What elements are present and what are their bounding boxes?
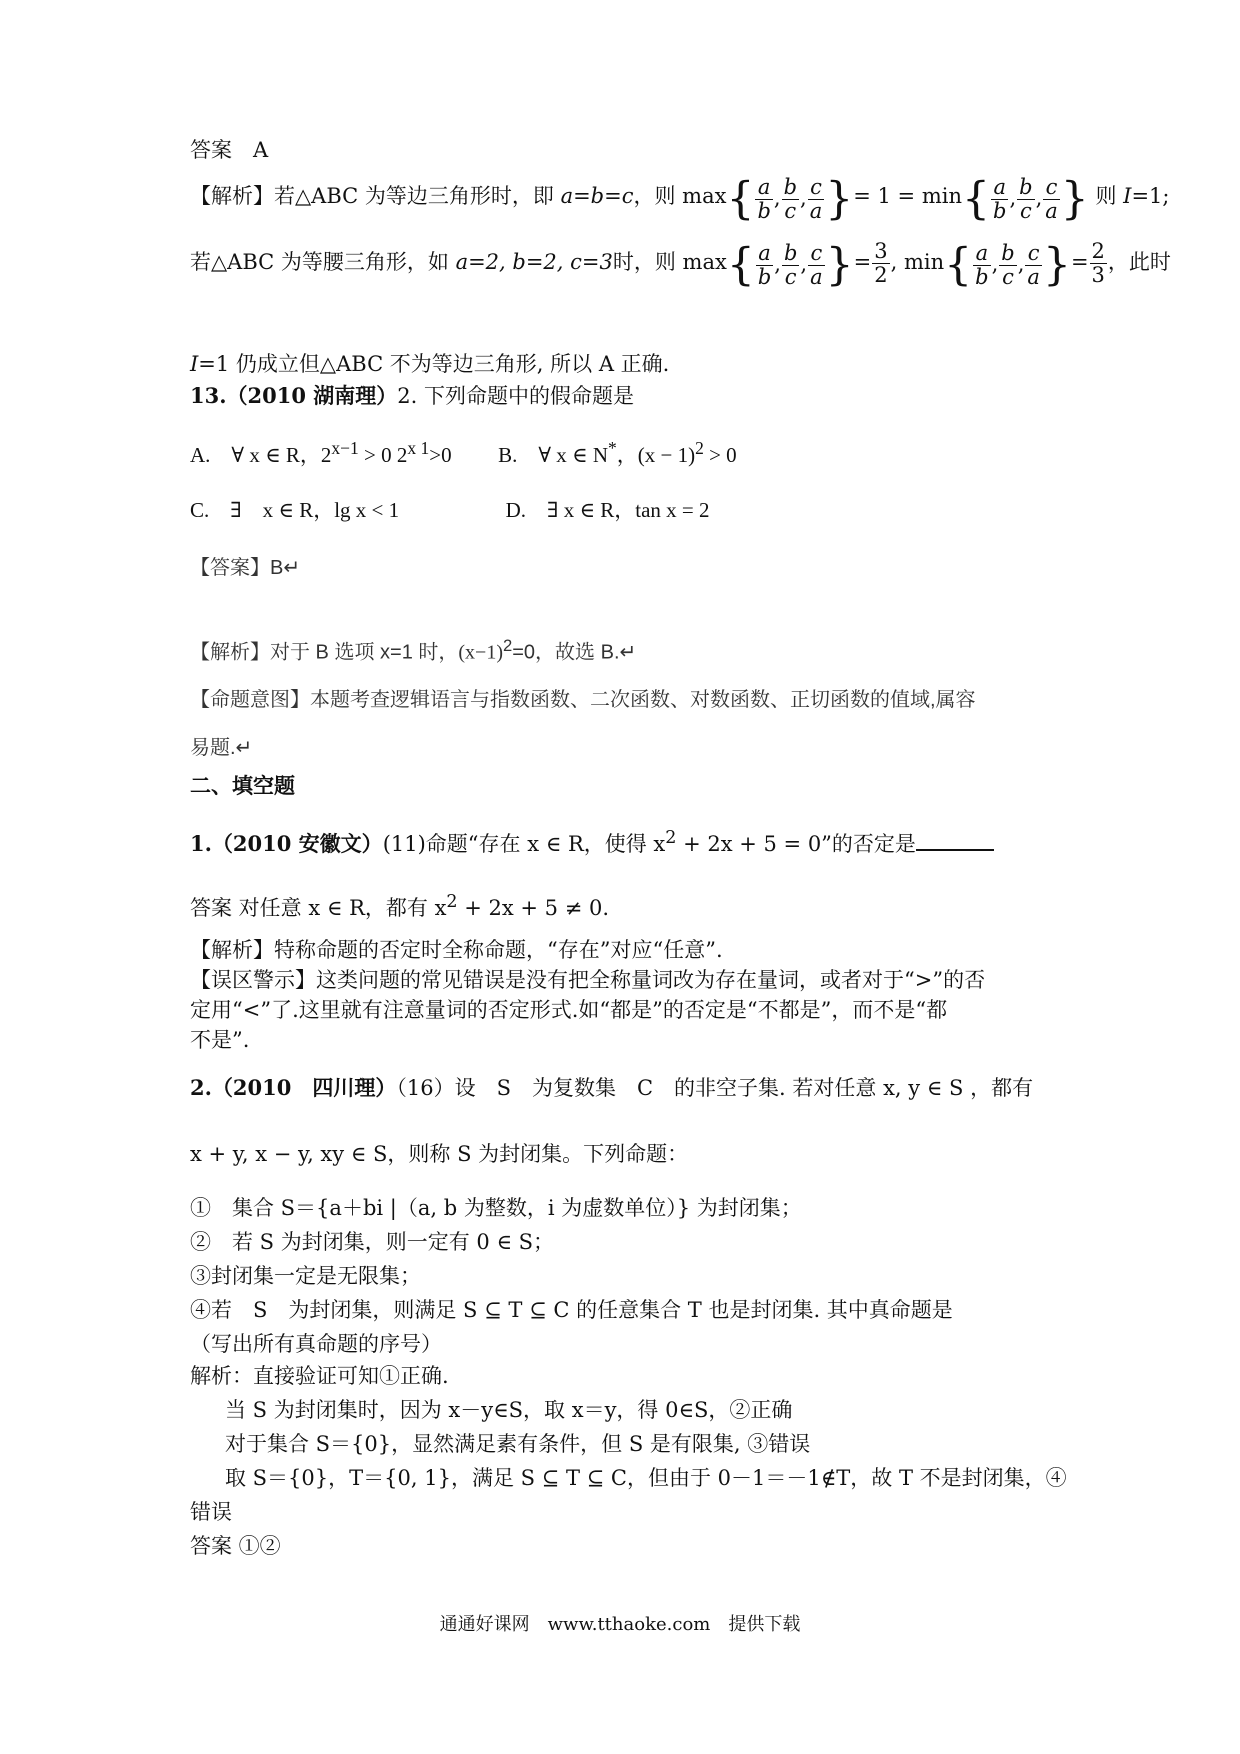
question-13-options-ab <box>190 434 737 469</box>
set-min-1: { $\frac{a}{b}$ , $\frac{b}{c}$ , $\frac{c}{a}$ } <box>961 173 1089 224</box>
analysis-isosceles: 若△ABC 为等腰三角形，如 a=2, b=2, c=3时，则 max{ $\frac{a}{b}$ , $\frac{b}{c}$ , $\frac{c}{a}$ }= $\frac{3}{2}$ , min{ $\frac{a}{b}$ , $\frac{b}{c}$ , $\frac{c}{a}$ }= $\frac{2}{3}$ ，此时 <box>190 234 1171 290</box>
question-13-heading: 13.（2010 湖南理）2. 下列命题中的假命题是 <box>190 383 635 408</box>
proposition-1: ① 集合 S＝{a＋bi |（a, b 为整数，i 为虚数单位）} 为封闭集； <box>190 1196 802 1220</box>
answer-line: 答案 A <box>190 138 269 162</box>
fill-question-1: 1.（2010 安徽文）(11)命题“存在 x ∈ R，使得 $x^2 + 2x + 5 = 0$”的否定是 <box>190 824 994 858</box>
solution-step-2: 当 S 为封闭集时，因为 x－y∈S，取 x＝y，得 0∈S，②正确 <box>225 1398 793 1422</box>
fill-question-1-analysis: 【解析】特称命题的否定时全称命题，“存在”对应“任意”. <box>190 938 723 962</box>
analysis-conclusion: I=1 仍成立但△ABC 不为等边三角形, 所以 A 正确. <box>190 352 670 376</box>
option-b: B. ∀ x ∈ N*，$(x - 1)^2 > 0$ <box>498 438 737 467</box>
proposition-2: ② 若 S 为封闭集，则一定有 0 ∈ S； <box>190 1230 555 1254</box>
page-footer: 通通好课网 www.tthaoke.com 提供下载 <box>439 1614 801 1635</box>
question-13-intent: 【命题意图】本题考查逻辑语言与指数函数、二次函数、对数函数、正切函数的值域,属容 <box>190 689 976 711</box>
fill-question-1-answer: 答案 对任意 x ∈ R，都有 $x^2 + 2x + 5 \ne 0$. <box>190 892 610 920</box>
set-max-1: { $\frac{a}{b}$ , $\frac{b}{c}$ , $\frac{c}{a}$ } <box>726 173 854 224</box>
fill-question-2: 2.（2010 四川理）（16）设 S 为复数集 C 的非空子集. 若对任意 x, y ∈ S ，都有 <box>190 1075 1034 1100</box>
proposition-3: ③封闭集一定是无限集； <box>190 1264 421 1288</box>
question-13-answer: 【答案】B↵ <box>190 557 301 579</box>
answer-blank <box>916 849 994 851</box>
set-min-2: { $\frac{a}{b}$ , $\frac{b}{c}$ , $\frac{c}{a}$ } <box>944 239 1071 290</box>
proposition-instruction: （写出所有真命题的序号） <box>190 1332 442 1356</box>
question-13-options-cd <box>190 496 710 524</box>
solution-step-4: 取 S＝{0}，T＝{0, 1}，满足 S ⊆ T ⊆ C，但由于 0－1＝－1∉T，故 T 不是封闭集，④ <box>225 1466 1067 1490</box>
fill-question-2-answer: 答案 ①② <box>190 1534 281 1558</box>
set-max-2: { $\frac{a}{b}$ , $\frac{b}{c}$ , $\frac{c}{a}$ } <box>726 239 854 290</box>
question-13-analysis: 【解析】对于 B 选项 x=1 时，$(x-1)^2=0$，故选 B.↵ <box>190 636 637 664</box>
proposition-4: ④若 S 为封闭集，则满足 S ⊆ T ⊆ C 的任意集合 T 也是封闭集. 其中真命题是 <box>190 1298 953 1322</box>
solution-step-4-cont: 错误 <box>190 1500 232 1524</box>
misconception-warning: 【误区警示】这类问题的常见错误是没有把全称量词改为存在量词，或者对于“>”的否 <box>190 968 986 992</box>
misconception-warning-2: 定用“<”了.这里就有注意量词的否定形式.如“都是”的否定是“不都是”，而不是“都 <box>190 998 948 1022</box>
option-d: D. ∃ x ∈ R，tan x = 2 <box>505 498 710 522</box>
option-c: C. ∃ x ∈ R，lg x < 1 <box>190 498 400 522</box>
section-heading-fill-blank: 二、填空题 <box>190 773 295 798</box>
question-13-intent-cont: 易题.↵ <box>190 737 253 759</box>
solution-intro: 解析：直接验证可知①正确. <box>190 1364 449 1388</box>
option-a: A. ∀ x ∈ R，$2^{x-1} > 0$ $2^{x 1}>0$ <box>190 438 452 467</box>
analysis-equilateral: 【解析】若△ABC 为等边三角形时，即 a=b=c，则 max{ $\frac{a}{b}$ , $\frac{b}{c}$ , $\frac{c}{a}$ }= 1 = min{ $\frac{a}{b}$ , $\frac{b}{c}$ , $\frac{c}{a}$ } 则 I=1; <box>190 168 1170 224</box>
misconception-warning-3: 不是”. <box>190 1028 250 1052</box>
solution-step-3: 对于集合 S＝{0}，显然满足素有条件，但 S 是有限集, ③错误 <box>225 1432 811 1456</box>
fill-question-2-cont: x + y, x − y, xy ∈ S，则称 S 为封闭集。下列命题： <box>190 1142 689 1166</box>
